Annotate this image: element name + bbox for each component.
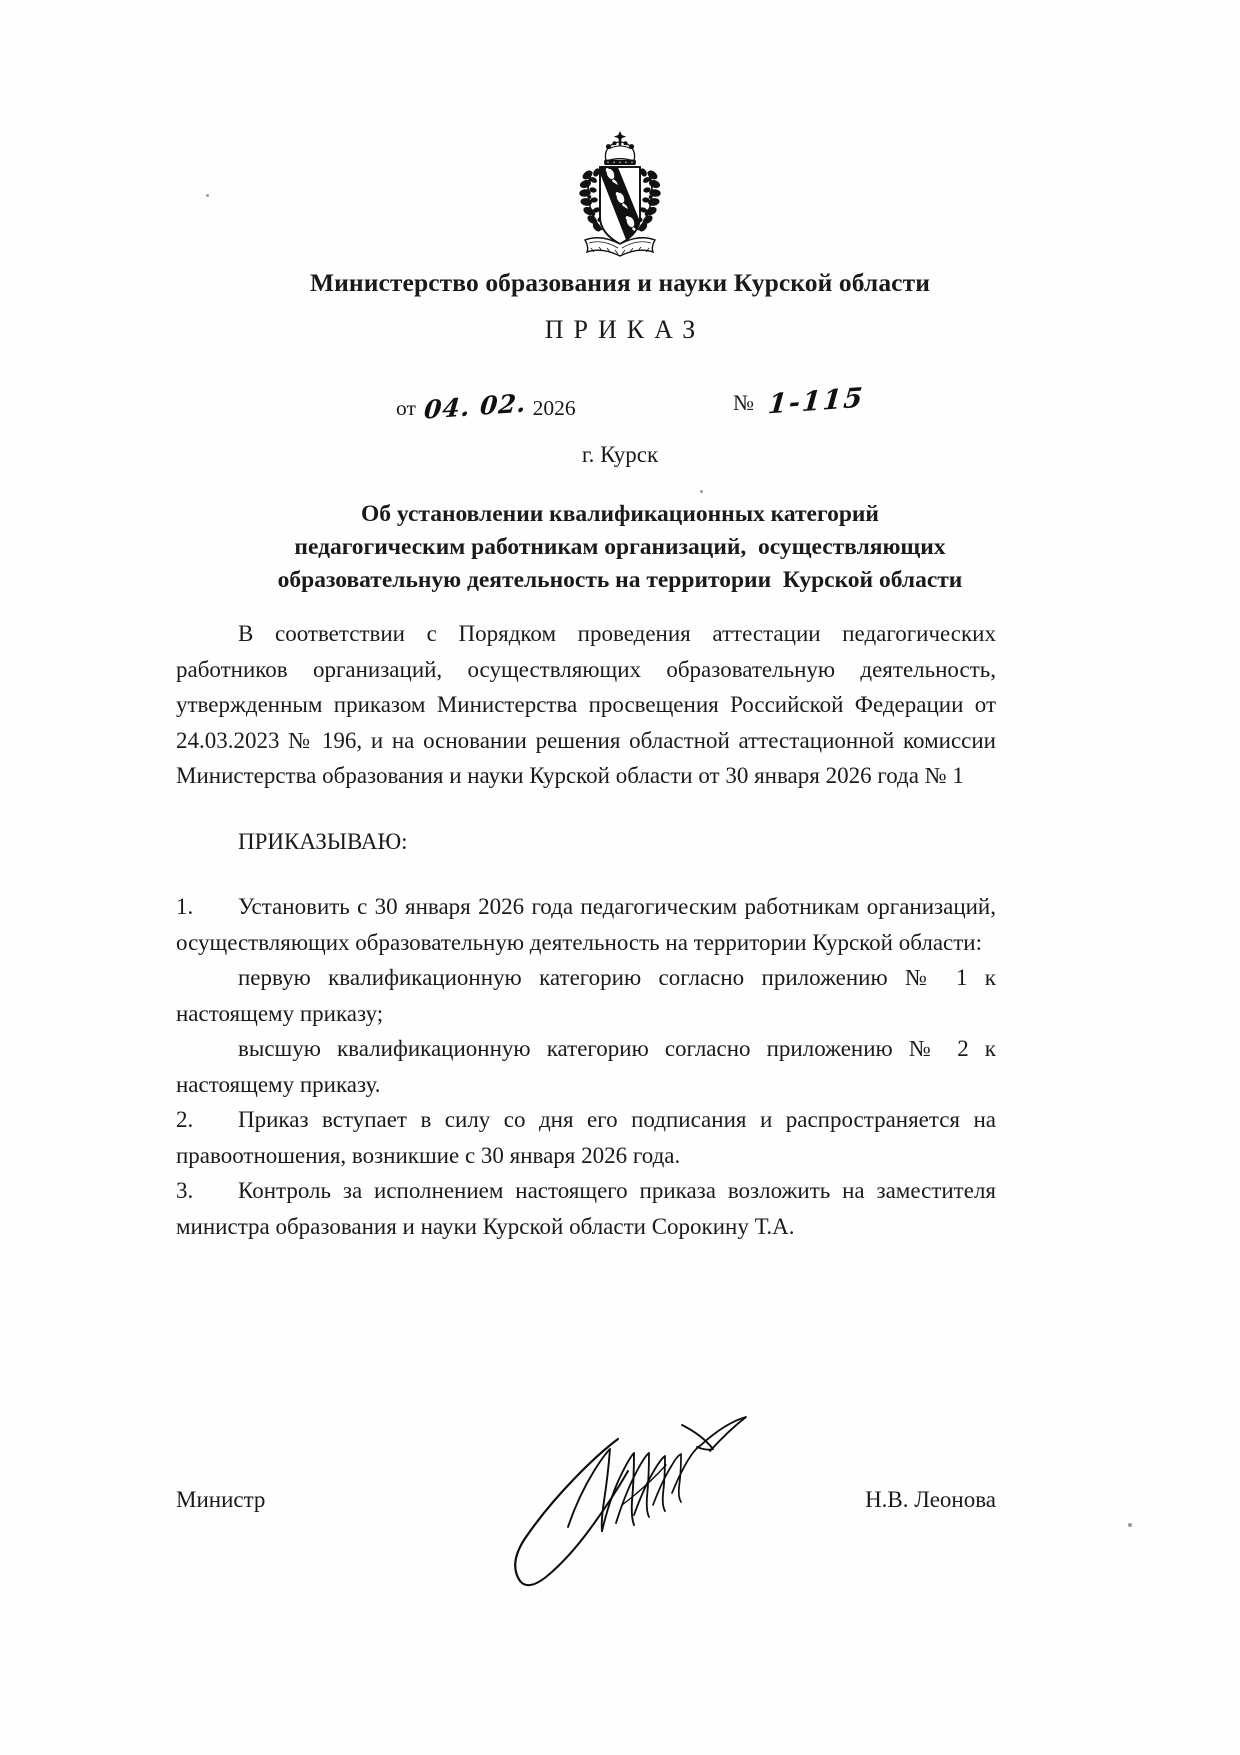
- order-subitem: высшую квалификационную категорию согласно приложению № 2 к настоящему приказу.: [176, 1036, 996, 1097]
- order-item-text: Установить с 30 января 2026 года педагогическим работникам организаций, осуществляющих образовательную деятельность на территории Курской области:: [176, 894, 996, 955]
- command-word: ПРИКАЗЫВАЮ:: [238, 828, 408, 854]
- handwritten-signature-icon: [506, 1409, 806, 1599]
- signer-name: Н.В. Леонова: [865, 1487, 996, 1512]
- date-block: [396, 388, 576, 425]
- date-prefix-label: от: [396, 396, 416, 420]
- scan-speck: [700, 490, 703, 493]
- order-item-number: 2.: [176, 1107, 194, 1132]
- coat-of-arms-kursk-oblast-icon: [559, 128, 681, 260]
- order-item: [176, 889, 996, 960]
- scan-speck: [206, 194, 209, 197]
- order-item-number: 1.: [176, 894, 194, 919]
- order-item: [176, 1102, 996, 1173]
- order-number-handwritten-value: 1-115: [766, 382, 866, 421]
- numero-sign: №: [733, 390, 754, 415]
- number-block: [733, 382, 866, 421]
- order-item-number: 3.: [176, 1178, 194, 1203]
- order-item-text: Контроль за исполнением настоящего приказа возложить на заместителя министра образования и науки Курской области Сорокину Т.А.: [176, 1178, 996, 1239]
- document-body: [176, 616, 996, 1244]
- emblem-container: [0, 128, 1240, 260]
- document-title-line-1: Об установлении квалификационных категорий: [361, 501, 879, 527]
- preamble-paragraph: В соответствии с Порядком проведения аттестации педагогических работников организаций, осуществляющих образовательную деятельность, утвержденным приказом Министерства просвещения Российской Федерации от 24.03.2023 № 196, и на основании решения областной аттестационной комиссии Министерства образования и науки Курской области от 30 января 2026 года № 1: [176, 621, 996, 788]
- date-and-number-row: [0, 382, 1240, 430]
- order-subitem: первую квалификационную категорию согласно приложению № 1 к настоящему приказу;: [176, 965, 996, 1026]
- document-title-line-3: образовательную деятельность на территории Курской области: [277, 567, 963, 593]
- order-item: [176, 1173, 996, 1244]
- document-title-line-2: педагогическим работникам организаций, осуществляющих: [294, 534, 946, 560]
- ministry-name: Министерство образования и науки Курской области: [309, 268, 931, 297]
- document-title: [180, 498, 1060, 597]
- date-year-value: 2026: [532, 396, 576, 420]
- scan-speck: [1128, 1523, 1132, 1527]
- signer-position-label: Министр: [176, 1487, 266, 1512]
- date-handwritten-value: 04. 02.: [422, 388, 528, 425]
- order-item-text: Приказ вступает в силу со дня его подписания и распространяется на правоотношения, возникшие с 30 января 2026 года.: [176, 1107, 996, 1168]
- order-heading: ПРИКАЗ: [544, 315, 706, 344]
- city-label: г. Курск: [581, 442, 659, 467]
- signature-block: [176, 1475, 996, 1535]
